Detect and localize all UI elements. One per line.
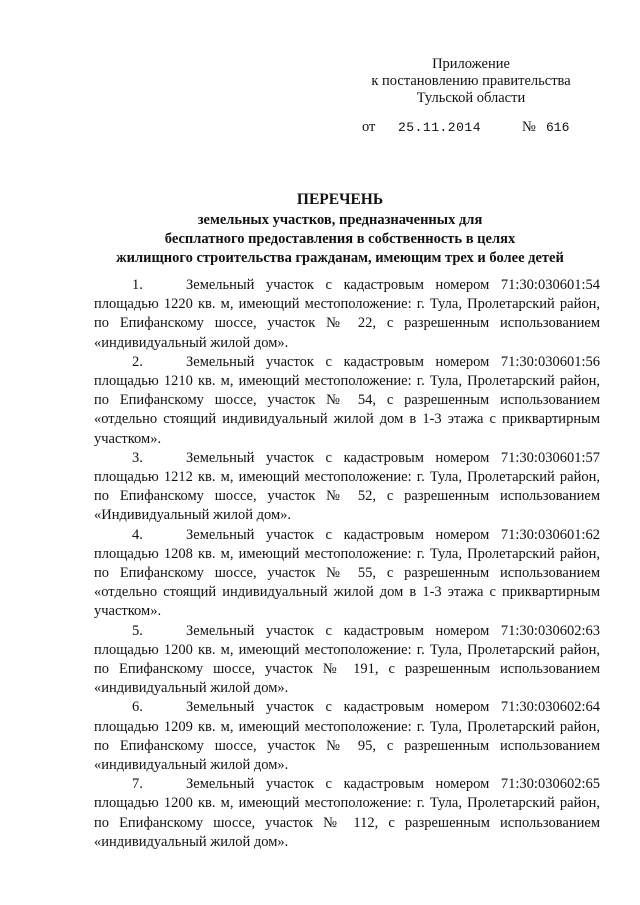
item-number: 6. (132, 699, 143, 716)
land-plot-list (94, 276, 600, 852)
item-text: Земельный участок с кадастровым номером 71:30:030602:64 площадью 1209 кв. м, имеющий местоположение: г. Тула, Пролетарский район, по Епифанскому шоссе, участок № 95, с разрешенным использованием «индивидуальный жилой дом». (94, 699, 600, 774)
item-number: 5. (132, 622, 143, 639)
title-line-3: жилищного строительства гражданам, имеющим трех и более детей (116, 250, 564, 266)
title-line-2: бесплатного предоставления в собственность в целях (164, 231, 516, 247)
appendix-title: Приложение (432, 56, 510, 72)
item-number: 2. (132, 353, 143, 370)
list-item (94, 276, 600, 353)
list-item (94, 526, 600, 622)
appendix-region: Тульской области (416, 90, 526, 106)
item-text: Земельный участок с кадастровым номером 71:30:030602:65 площадью 1200 кв. м, имеющий местоположение: г. Тула, Пролетарский район, по Епифанскому шоссе, участок № 112, с разрешенным использованием «индивидуальный жилой дом». (94, 776, 600, 850)
item-text: Земельный участок с кадастровым номером 71:30:030602:63 площадью 1200 кв. м, имеющий местоположение: г. Тула, Пролетарский район, по Епифанскому шоссе, участок № 191, с разрешенным использованием «индивидуальный жилой дом». (94, 622, 600, 697)
list-item (94, 775, 600, 852)
list-item (94, 353, 600, 449)
item-number: 4. (132, 526, 143, 543)
item-text: Земельный участок с кадастровым номером 71:30:030601:57 площадью 1212 кв. м, имеющий местоположение: г. Тула, Пролетарский район, по Епифанскому шоссе, участок № 52, с разрешенным использованием «Индивидуальный жилой дом». (94, 449, 600, 524)
item-number: 1. (132, 277, 143, 293)
resolution-number: 616 (546, 120, 570, 135)
from-label: от (362, 119, 376, 135)
item-text: Земельный участок с кадастровым номером 71:30:030601:56 площадью 1210 кв. м, имеющий местоположение: г. Тула, Пролетарский район, по Епифанскому шоссе, участок № 54, с разрешенным использованием «отдельно стоящий индивидуальный жилой дом в 1-3 этажа с приквартирным участком». (94, 353, 600, 447)
list-item (94, 449, 600, 526)
list-item (94, 698, 600, 775)
number-sign: № (522, 119, 536, 135)
item-text: Земельный участок с кадастровым номером 71:30:030601:62 площадью 1208 кв. м, имеющий местоположение: г. Тула, Пролетарский район, по Епифанскому шоссе, участок № 55, с разрешенным использованием «отдельно стоящий индивидуальный жилой дом в 1-3 этажа с приквартирным участком». (94, 526, 600, 620)
item-number: 7. (132, 776, 143, 793)
list-item (94, 622, 600, 699)
resolution-date: 25.11.2014 (398, 120, 482, 135)
document-title (60, 190, 620, 268)
title-line-1: земельных участков, предназначенных для (197, 212, 483, 228)
item-text: Земельный участок с кадастровым номером 71:30:030601:54 площадью 1220 кв. м, имеющий местоположение: г. Тула, Пролетарский район, по Епифанскому шоссе, участок № 22, с разрешенным использованием «индивидуальный жилой дом». (94, 277, 600, 351)
appendix-block (360, 56, 582, 107)
appendix-reference: к постановлению правительства (371, 73, 571, 89)
title-heading: ПЕРЕЧЕНЬ (296, 191, 384, 208)
item-number: 3. (132, 449, 143, 466)
